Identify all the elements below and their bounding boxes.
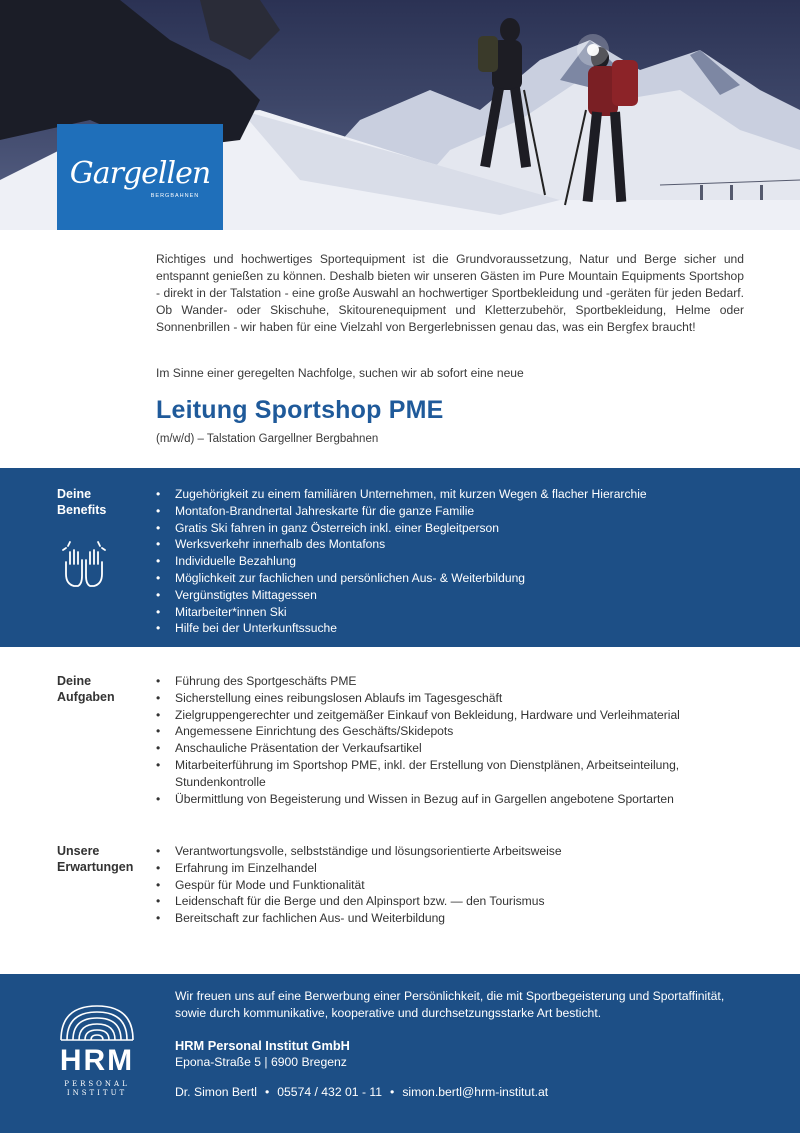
logo-subtitle: BERGBAHNEN <box>150 192 200 199</box>
contact-name: Dr. Simon Bertl <box>175 1085 257 1099</box>
expectations-label <box>57 843 133 875</box>
footer <box>0 974 800 1133</box>
list-item: • Mitarbeiterführung im Sportshop PME, inkl. der Erstellung von Dienstplänen, Arbeitseinteilung, Stundenkontrolle <box>156 757 680 789</box>
list-item: • Vergünstigtes Mittagessen <box>156 587 317 602</box>
list-item: • Zielgruppengerechter und zeitgemäßer Einkauf von Bekleidung, Hardware und Verleihmaterial <box>156 707 680 722</box>
footer-message: Wir freuen uns auf eine Berwerbung einer Persönlichkeit, die mit Sportbegeisterung und Sportaffinität, sowie durch kommunikative, kooperative und durchsetzungsstarke Art besticht. <box>175 989 725 1020</box>
list-item: • Individuelle Bezahlung <box>156 554 297 569</box>
company-address: Epona-Straße 5 | 6900 Bregenz <box>175 1055 347 1069</box>
hrm-logo-subtext: PERSONAL INSTITUT <box>64 1080 130 1097</box>
benefits-label-line2: Benefits <box>57 503 107 517</box>
list-item: • Führung des Sportgeschäfts PME <box>156 674 357 688</box>
list-item: • Mitarbeiter*innen Ski <box>156 604 287 619</box>
list-item: • Werksverkehr innerhalb des Montafons <box>156 537 386 552</box>
list-item: • Zugehörigkeit zu einem familiären Unternehmen, mit kurzen Wegen & flacher Hierarchie <box>156 487 647 501</box>
list-item: • Gespür für Mode und Funktionalität <box>156 877 365 892</box>
expectations-label-line1: Unsere <box>57 844 100 858</box>
job-subtitle: (m/w/d) – Talstation Gargellner Bergbahnen <box>156 433 379 445</box>
benefits-label <box>57 486 106 518</box>
high-five-hands-icon <box>60 540 108 590</box>
list-item: • Erfahrung im Einzelhandel <box>156 860 317 875</box>
contact-line: Dr. Simon Bertl • 05574 / 432 01 - 11 • simon.bertl@hrm-institut.at <box>175 1085 549 1099</box>
list-item: • Leidenschaft für die Berge und den Alpinsport bzw. — den Tourismus <box>156 894 545 909</box>
list-item: • Übermittlung von Begeisterung und Wissen in Bezug auf in Gargellen angebotene Sportarten <box>156 791 674 806</box>
gargellen-logo <box>57 124 223 230</box>
hrm-logo-text: HRM <box>59 1044 135 1077</box>
list-item: • Montafon-Brandnertal Jahreskarte für die ganze Familie <box>156 503 475 518</box>
company-name: HRM Personal Institut GmbH <box>175 1038 350 1053</box>
benefits-section <box>0 468 800 647</box>
intro-paragraph: Richtiges und hochwertiges Sportequipment ist die Grundvoraussetzung, Natur und Berge sicher und entspannt genießen zu können. Deshalb bieten wir unseren Gästen im Pure Mountain Equipments Sportshop - direkt in der Talstation - eine große Auswahl an hochwertiger Sportbekleidung und -geräten für jeden Bedarf. Ob Wander- oder Skischuhe, Skitourenequipment und Kletterzubehör, Sportbekleidung, Helme oder Sonnenbrillen - wir haben für eine Vielzahl von Bergerlebnissen genau das, was ein Bergfex braucht! <box>156 252 744 334</box>
contact-phone[interactable]: 05574 / 432 01 - 11 <box>277 1085 383 1099</box>
expectations-list <box>156 843 756 927</box>
list-item: • Anschauliche Präsentation der Verkaufsartikel <box>156 741 422 756</box>
hrm-fingerprint-icon <box>57 1002 137 1044</box>
list-item: • Hilfe bei der Unterkunftssuche <box>156 621 338 636</box>
tasks-label <box>57 673 115 705</box>
list-item: • Sicherstellung eines reibungslosen Ablaufs im Tagesgeschäft <box>156 690 503 705</box>
expectations-label-line2: Erwartungen <box>57 860 134 874</box>
job-title: Leitung Sportshop PME <box>156 396 444 424</box>
hero-image <box>0 0 800 230</box>
logo-wordmark: Gargellen <box>69 155 211 191</box>
contact-email[interactable]: simon.bertl@hrm-institut.at <box>402 1085 549 1099</box>
list-item: • Verantwortungsvolle, selbstständige und lösungsorientierte Arbeitsweise <box>156 844 562 858</box>
benefits-list <box>156 486 647 637</box>
list-item: • Möglichkeit zur fachlichen und persönlichen Aus- & Weiterbildung <box>156 570 526 585</box>
tasks-label-line2: Aufgaben <box>57 690 115 704</box>
list-item: • Bereitschaft zur fachlichen Aus- und Weiterbildung <box>156 911 446 926</box>
tasks-label-line1: Deine <box>57 674 92 688</box>
list-item: • Angemessene Einrichtung des Geschäfts/Skidepots <box>156 724 454 739</box>
benefits-label-line1: Deine <box>57 487 92 501</box>
hrm-logo <box>57 1002 137 1097</box>
tasks-list <box>156 673 756 807</box>
lead-sentence: Im Sinne einer geregelten Nachfolge, suchen wir ab sofort eine neue <box>156 366 524 380</box>
list-item: • Gratis Ski fahren in ganz Österreich inkl. einer Begleitperson <box>156 520 499 535</box>
